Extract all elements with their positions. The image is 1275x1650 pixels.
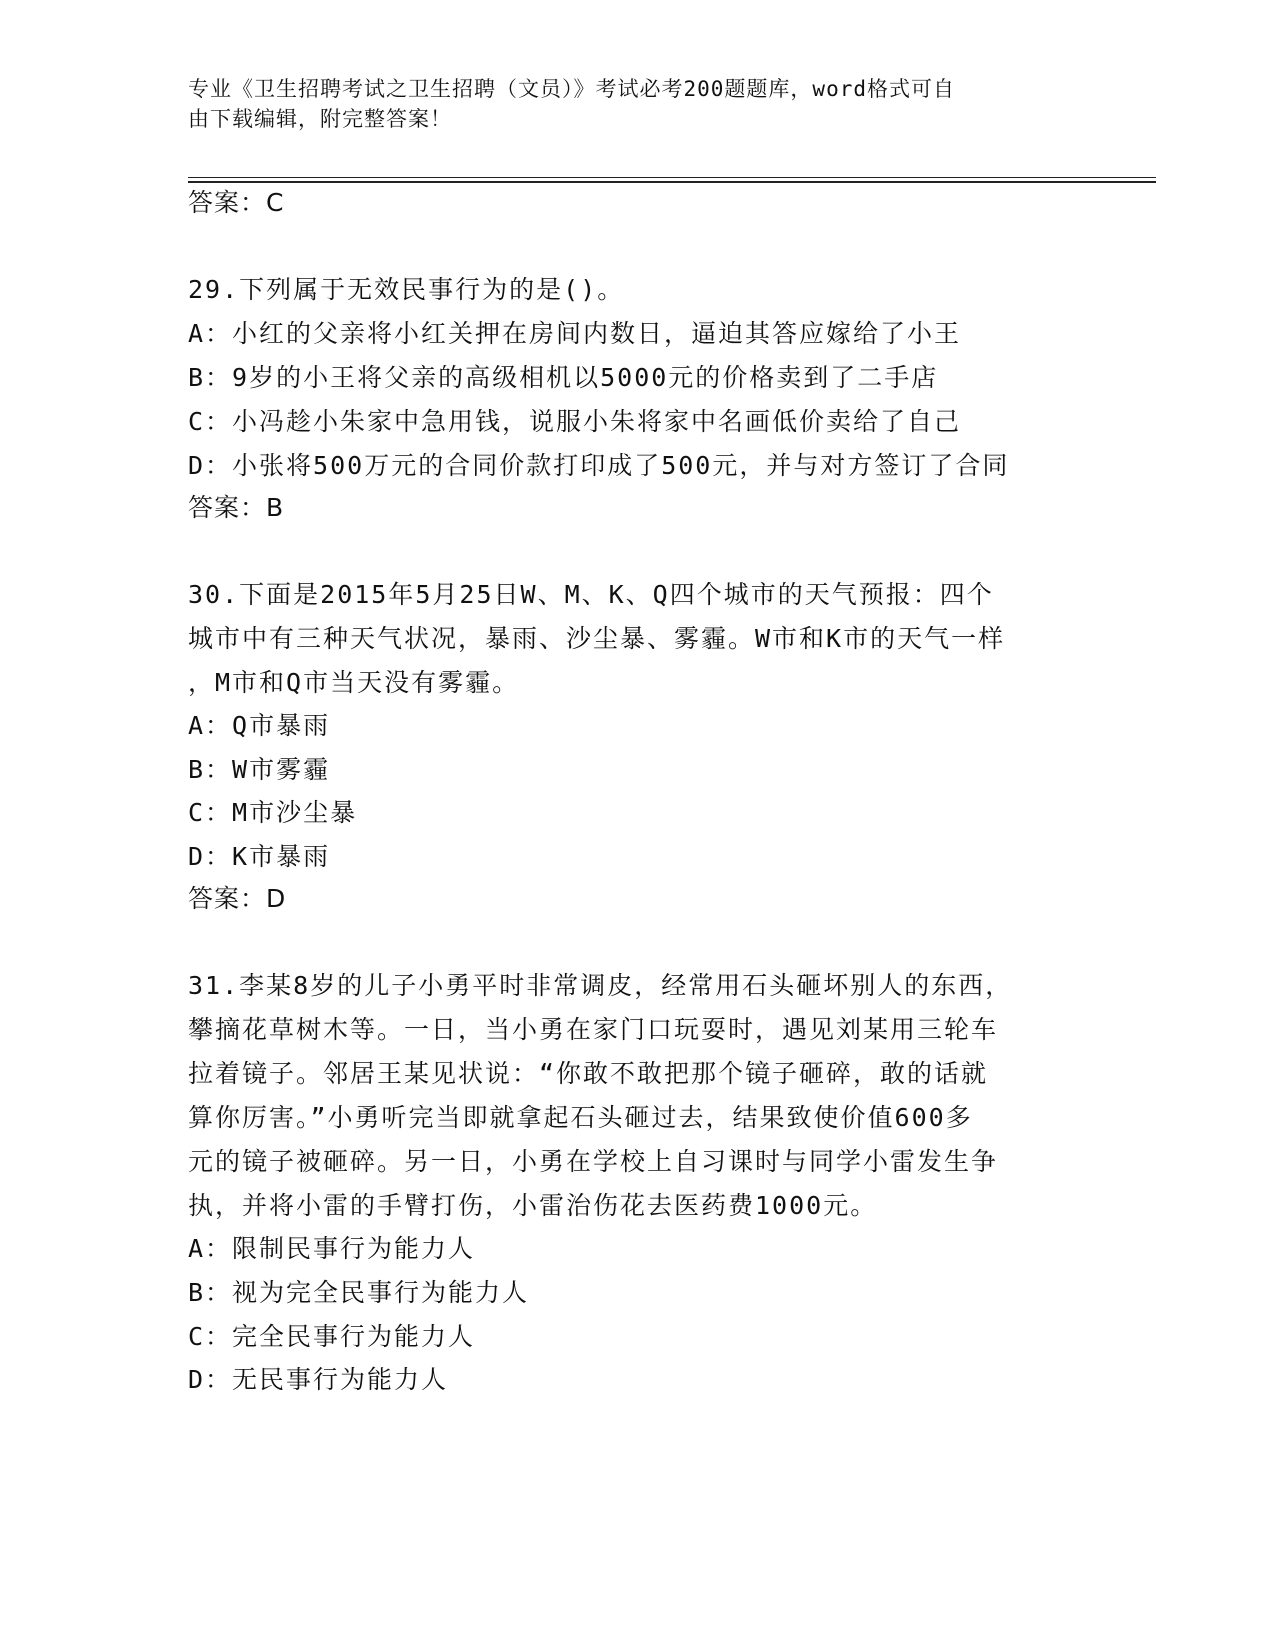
q31-option-d: D：无民事行为能力人 <box>188 1365 449 1394</box>
q30-option-c: C：M市沙尘暴 <box>188 798 358 827</box>
header-line-2: 由下载编辑，附完整答案！ <box>188 107 452 131</box>
previous-answer: 答案：C <box>188 188 285 217</box>
header-line-1: 专业《卫生招聘考试之卫生招聘（文员）》考试必考200题题库，word格式可自 <box>188 77 955 101</box>
q30-option-d: D：K市暴雨 <box>188 842 331 871</box>
q30-stem-line-3: ，M市和Q市当天没有雾霾。 <box>188 668 520 697</box>
q29-option-a: A：小红的父亲将小红关押在房间内数日，逼迫其答应嫁给了小王 <box>188 319 962 348</box>
q31-option-a: A：限制民事行为能力人 <box>188 1234 476 1263</box>
q29-option-b: B：9岁的小王将父亲的高级相机以5000元的价格卖到了二手店 <box>188 363 939 392</box>
header-divider-thin <box>188 177 1156 178</box>
q31-option-c: C：完全民事行为能力人 <box>188 1322 476 1351</box>
q29-stem: 29.下列属于无效民事行为的是()。 <box>188 275 625 304</box>
header-divider-thick <box>188 181 1156 183</box>
q31-stem-line-4: 算你厉害。”小勇听完当即就拿起石头砸过去，结果致使价值600多 <box>188 1103 973 1132</box>
q31-stem-line-5: 元的镜子被砸碎。另一日，小勇在学校上自习课时与同学小雷发生争 <box>188 1147 999 1176</box>
q30-stem-line-1: 30.下面是2015年5月25日W、M、K、Q四个城市的天气预报：四个 <box>188 580 994 609</box>
q31-stem-line-3: 拉着镜子。邻居王某见状说：“你敢不敢把那个镜子砸碎，敢的话就 <box>188 1059 989 1088</box>
q29-option-c: C：小冯趁小朱家中急用钱，说服小朱将家中名画低价卖给了自己 <box>188 407 962 436</box>
page-header <box>188 74 1088 134</box>
q31-stem-line-6: 执，并将小雷的手臂打伤，小雷治伤花去医药费1000元。 <box>188 1191 878 1220</box>
q29-option-d: D：小张将500万元的合同价款打印成了500元，并与对方签订了合同 <box>188 451 1010 480</box>
q30-stem-line-2: 城市中有三种天气状况，暴雨、沙尘暴、雾霾。W市和K市的天气一样 <box>188 624 1006 653</box>
q29-answer: 答案：B <box>188 493 285 522</box>
q31-option-b: B：视为完全民事行为能力人 <box>188 1278 530 1307</box>
q31-stem-line-2: 攀摘花草树木等。一日，当小勇在家门口玩耍时，遇见刘某用三轮车 <box>188 1015 999 1044</box>
q30-answer: 答案：D <box>188 884 287 913</box>
q30-option-b: B：W市雾霾 <box>188 755 331 784</box>
q31-stem-line-1: 31.李某8岁的儿子小勇平时非常调皮，经常用石头砸坏别人的东西， <box>188 971 1013 1000</box>
q30-option-a: A：Q市暴雨 <box>188 711 331 740</box>
